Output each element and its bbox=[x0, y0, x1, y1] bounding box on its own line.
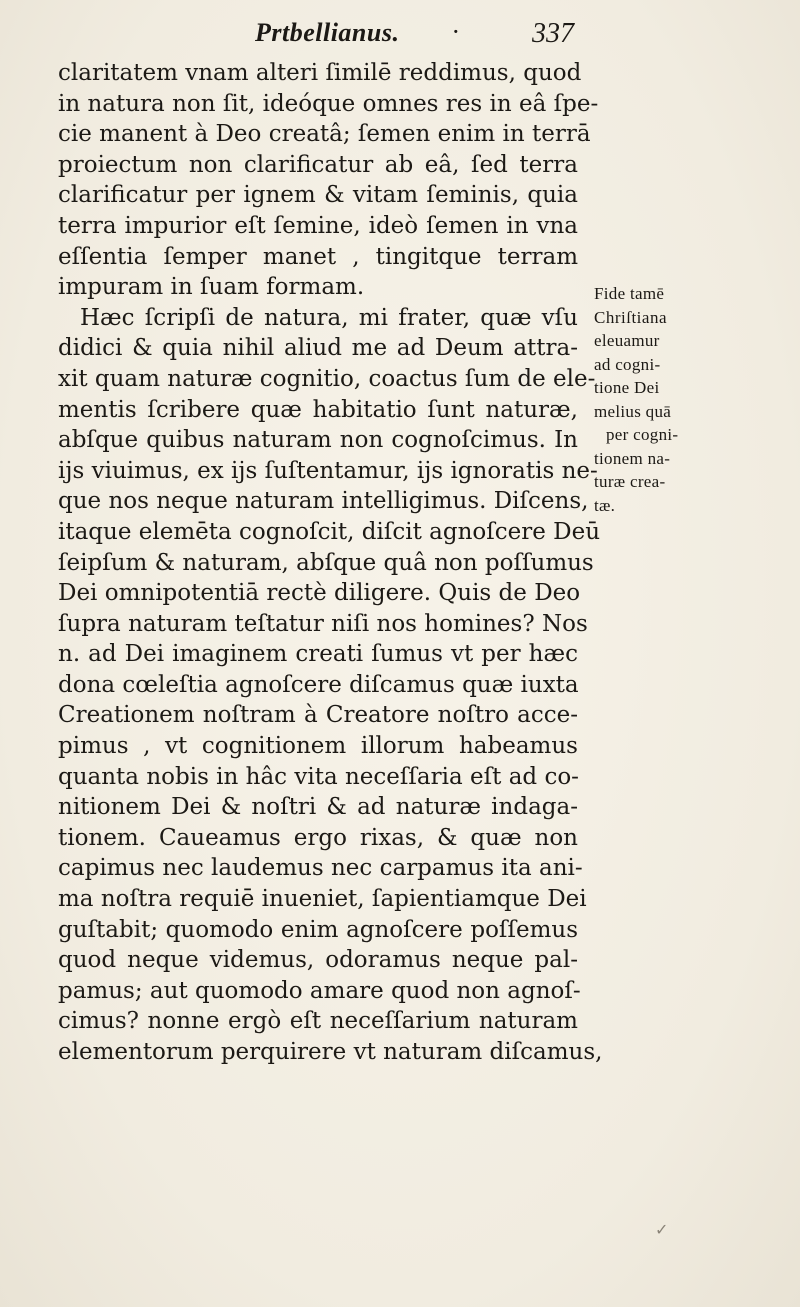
marginal-note-line: melius quā bbox=[594, 401, 672, 421]
text-line: terra impurior eſt ſemine, ideò ſemen in vna bbox=[58, 212, 578, 239]
text-line: cie manent à Deo creatâ; ſemen enim in terrā bbox=[58, 121, 591, 148]
text-line: pamus; aut quomodo amare quod non agnoſ- bbox=[58, 977, 581, 1004]
text-line: capimus nec laudemus nec carpamus ita ani- bbox=[58, 855, 583, 882]
text-line: quod neque videmus, odoramus neque pal- bbox=[58, 947, 578, 974]
text-line: elementorum perquirere vt naturam diſcamus, bbox=[58, 1039, 603, 1065]
text-line: dona cœleſtia agnoſcere diſcamus quæ iuxta bbox=[58, 671, 579, 698]
text-line: didici & quia nihil aliud me ad Deum attra- bbox=[58, 335, 578, 362]
text-line: Dei omnipotentiā rectè diligere. Quis de Deo bbox=[58, 580, 581, 607]
marginal-note-line: ad cogni- bbox=[594, 354, 661, 374]
marginal-note-line: turæ crea- bbox=[594, 472, 666, 491]
text-line: impuram in ſuam formam. bbox=[58, 274, 365, 301]
marginal-note-line: Fide tamē bbox=[594, 284, 665, 303]
text-line: proiectum non clarificatur ab eâ, ſed terra bbox=[58, 151, 578, 178]
marginal-note-line: per cogni- bbox=[606, 425, 679, 444]
marginal-note-line: tionem na- bbox=[594, 448, 671, 468]
text-line: ijs viuimus, ex ijs ſuſtentamur, ijs ignoratis ne- bbox=[58, 457, 598, 484]
main-text-block bbox=[58, 58, 603, 1068]
text-line: eſſentia ſemper manet , tingitque terram bbox=[58, 243, 578, 270]
text-line: quanta nobis in hâc vita neceſſaria eſt ad co- bbox=[58, 763, 579, 790]
marginal-note-line: Chriſtiana bbox=[594, 307, 667, 327]
text-line: mentis ſcribere quæ habitatio ſunt naturæ, bbox=[58, 396, 578, 423]
text-line: que nos neque naturam intelligimus. Diſcens, bbox=[58, 488, 589, 515]
marginal-note-line: tæ. bbox=[594, 495, 616, 515]
text-line: Hæc ſcripſi de natura, mi frater, quæ vſu bbox=[80, 304, 578, 331]
marginal-note-line: eleuamur bbox=[594, 331, 660, 350]
header-separator: · bbox=[452, 18, 460, 46]
text-line: claritatem vnam alteri ſimilē reddimus, quod bbox=[58, 60, 582, 86]
text-line: xit quam naturæ cognitio, coactus ſum de ele- bbox=[58, 365, 596, 392]
text-line: guſtabit; quomodo enim agnoſcere poſſemus bbox=[58, 916, 578, 943]
marginal-note bbox=[594, 282, 779, 517]
page-header bbox=[0, 4, 800, 64]
text-line: ma noſtra requiē inueniet, ſapientiamque Dei bbox=[58, 886, 587, 913]
text-line: n. ad Dei imaginem creati ſumus vt per hæc bbox=[58, 641, 578, 668]
text-line: tionem. Caueamus ergo rixas, & quæ non bbox=[58, 824, 578, 851]
text-line: abſque quibus naturam non cognoſcimus. In bbox=[58, 427, 578, 454]
text-line: pimus , vt cognitionem illorum habeamus bbox=[58, 733, 578, 760]
text-line: itaque elemēta cognoſcit, diſcit agnoſcere Deū bbox=[58, 518, 601, 545]
text-line: in natura non ſit, ideóque omnes res in eâ ſpe- bbox=[58, 90, 599, 117]
text-line: Creationem noſtram à Creatore noſtro acce- bbox=[58, 702, 578, 729]
text-line: ſupra naturam teſtatur niſi nos homines? Nos bbox=[58, 610, 588, 637]
pencil-mark: ✓ bbox=[655, 1220, 669, 1239]
running-title: Prtbellianus. bbox=[255, 18, 400, 47]
text-line: cimus? nonne ergò eſt neceſſarium naturam bbox=[58, 1008, 578, 1035]
text-line: clarificatur per ignem & vitam ſeminis, quia bbox=[58, 182, 578, 209]
marginal-note-line: tione Dei bbox=[594, 378, 660, 397]
text-line: nitionem Dei & noſtri & ad naturæ indaga- bbox=[58, 794, 578, 821]
text-line: ſeipſum & naturam, abſque quâ non poſſumus bbox=[58, 549, 594, 576]
page-number: 337 bbox=[532, 18, 574, 49]
